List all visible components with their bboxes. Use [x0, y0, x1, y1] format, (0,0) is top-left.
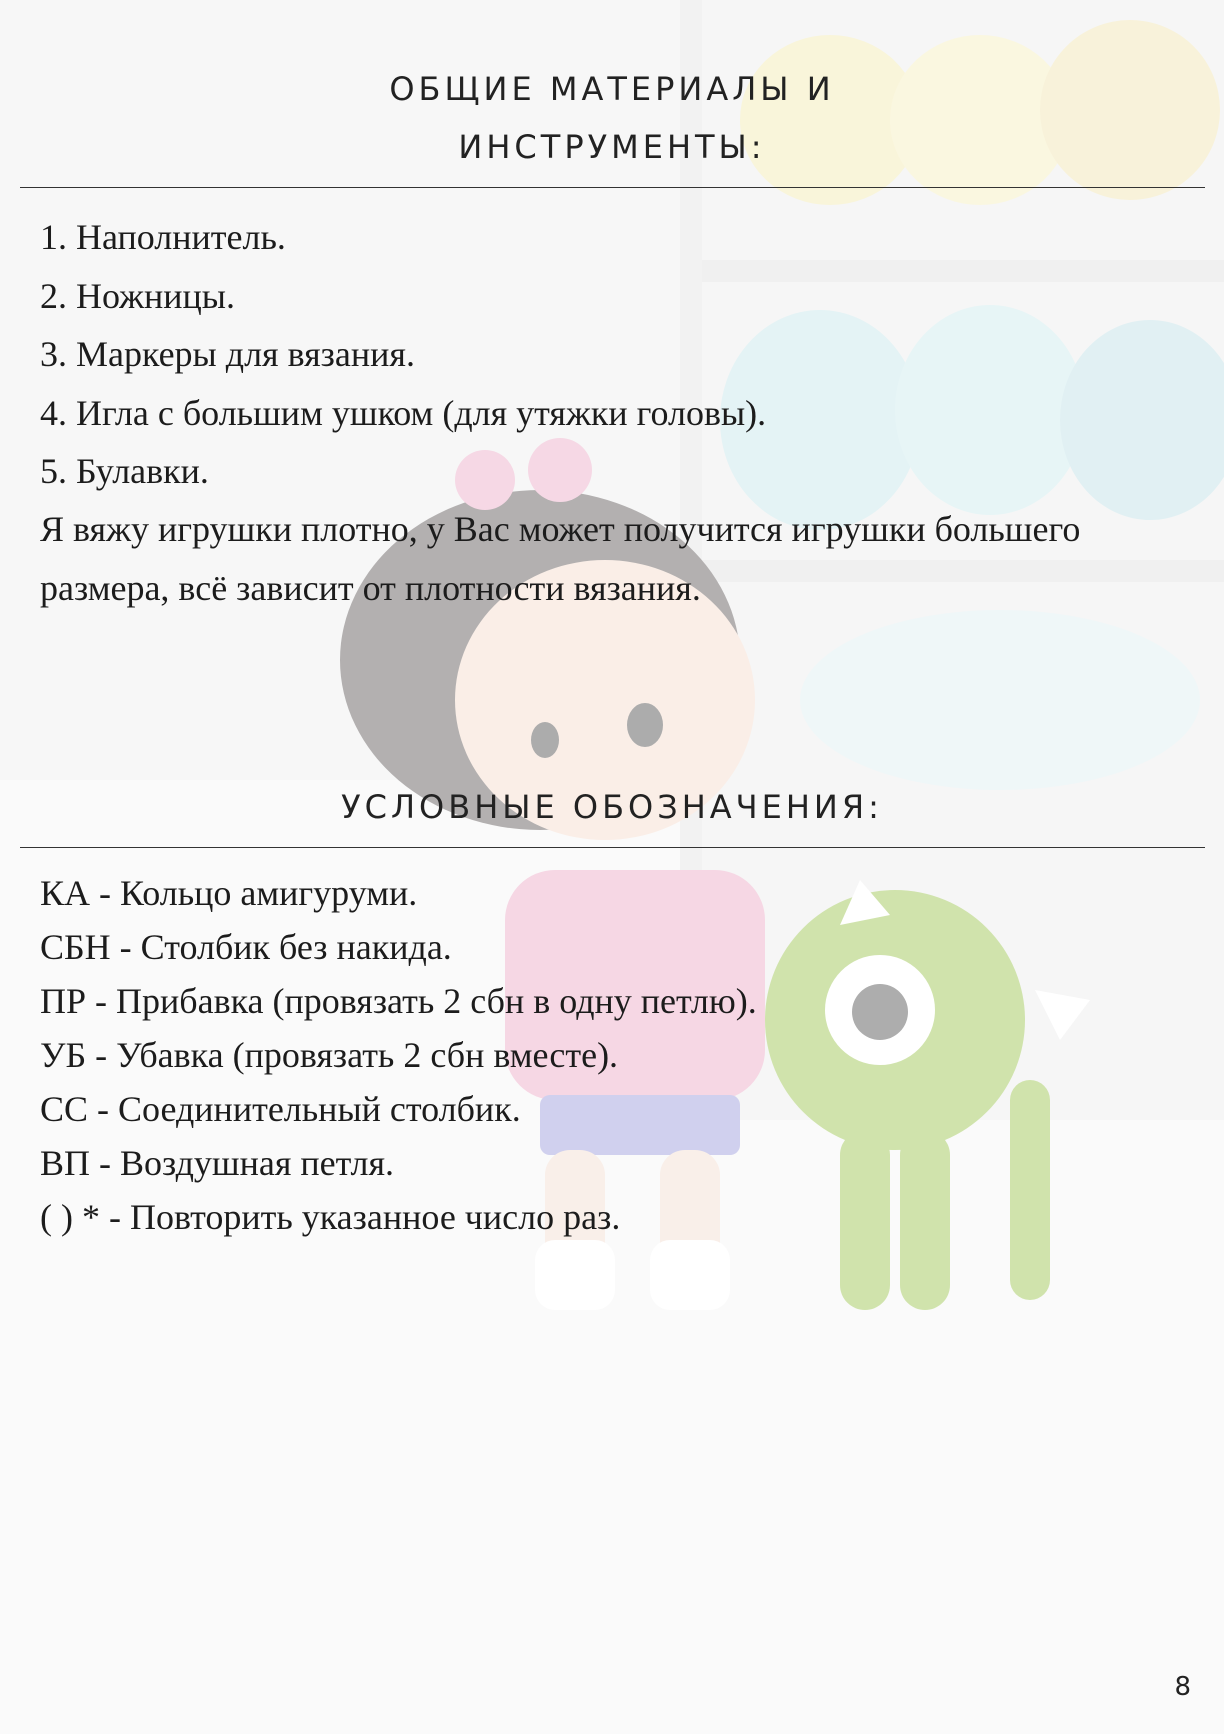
- divider: [20, 847, 1205, 848]
- list-item: 2. Ножницы.: [40, 275, 235, 316]
- materials-heading-line1: ОБЩИЕ МАТЕРИАЛЫ И: [389, 70, 835, 108]
- list-item: 3. Маркеры для вязания.: [40, 334, 415, 374]
- materials-heading: [0, 60, 1224, 176]
- list-item: СС - Соединительный столбик.: [40, 1089, 521, 1129]
- list-item: КА - Кольцо амигуруми.: [40, 873, 418, 913]
- materials-heading-line2: ИНСТРУМЕНТЫ:: [458, 128, 766, 166]
- list-item: 5. Булавки.: [40, 451, 209, 491]
- materials-list: [40, 208, 1190, 501]
- list-item: ВП - Воздушная петля.: [40, 1143, 395, 1183]
- page-number: 8: [1174, 1672, 1191, 1702]
- list-item: УБ - Убавка (провязать 2 сбн вместе).: [40, 1035, 619, 1075]
- list-item: 1. Наполнитель.: [40, 217, 286, 257]
- legend-heading: [0, 778, 1224, 836]
- divider: [20, 187, 1205, 188]
- density-note: Я вяжу игрушки плотно, у Вас может получится игрушки большего размера, всё зависит от плотности вязания.: [40, 509, 1081, 608]
- list-item: ПР - Прибавка (провязать 2 сбн в одну петлю).: [40, 981, 757, 1021]
- list-item: ( ) * - Повторить указанное число раз.: [40, 1197, 621, 1237]
- legend-heading-text: УСЛОВНЫЕ ОБОЗНАЧЕНИЯ:: [341, 788, 883, 826]
- list-item: СБН - Столбик без накида.: [40, 927, 452, 967]
- list-item: 4. Игла с большим ушком (для утяжки головы).: [40, 392, 767, 433]
- legend-list: [40, 866, 1190, 1244]
